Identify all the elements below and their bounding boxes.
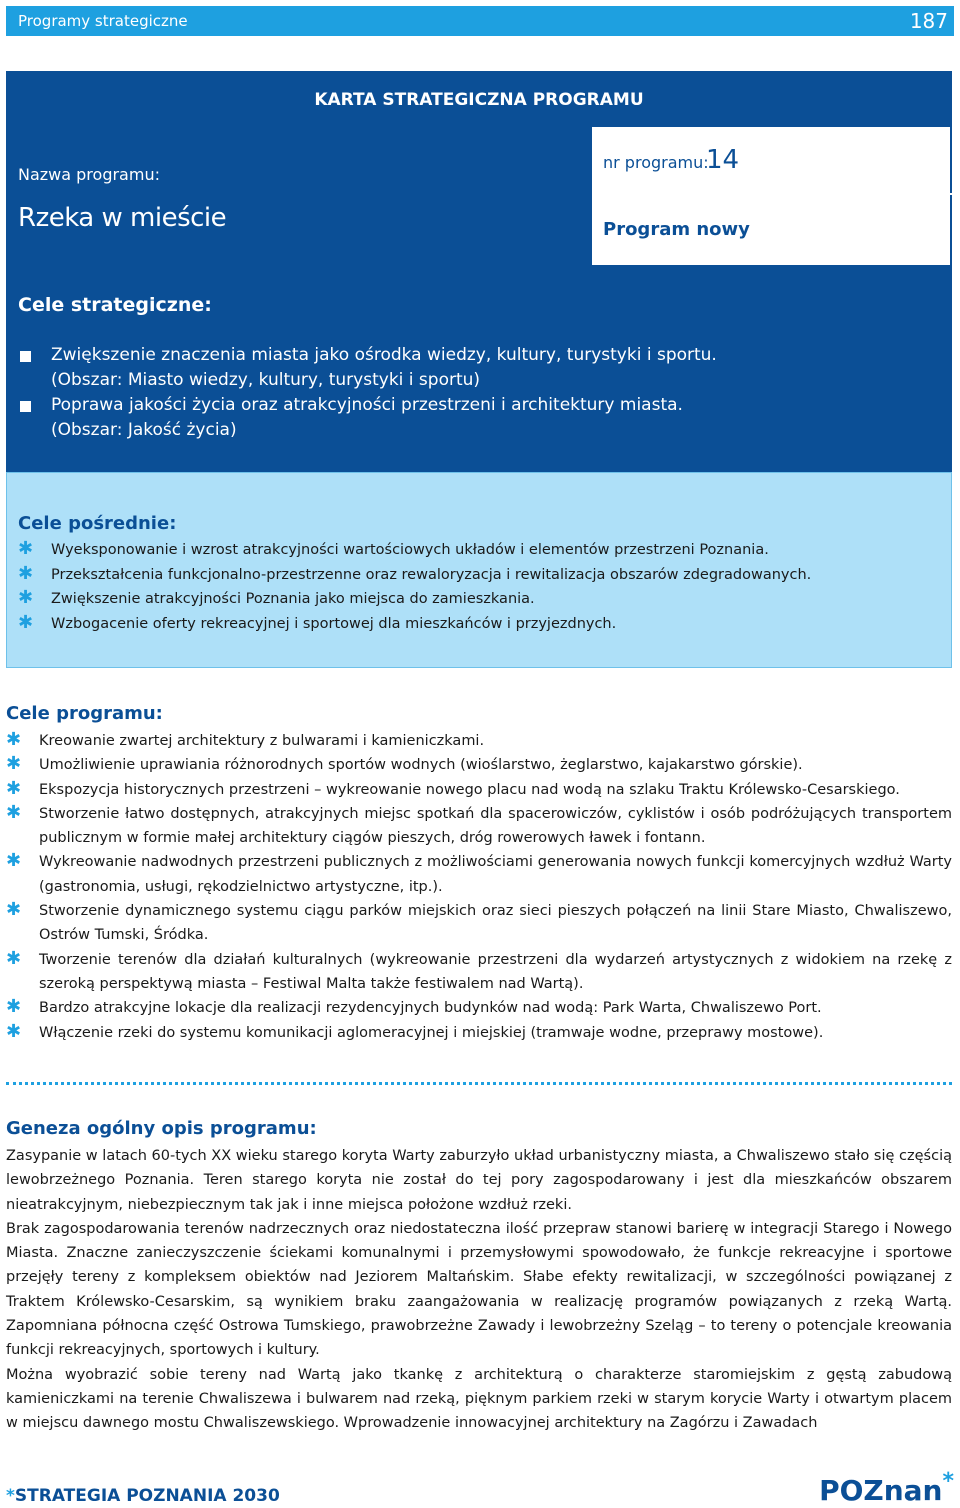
program-status-box (593, 195, 952, 265)
list-item (18, 538, 938, 563)
logo-asterisk-icon: * (942, 1469, 954, 1494)
list-item (6, 778, 952, 802)
intermediate-goal-text: Zwiększenie atrakcyjności Poznania jako miejsca do zamieszkania. (51, 591, 535, 607)
program-goal-text: Kreowanie zwartej architektury z bulwarami i kamieniczkami. (39, 733, 485, 749)
dotted-divider (6, 1082, 952, 1085)
program-goal-text: Ekspozycja historycznych przestrzeni – wykreowanie nowego placu nad wodą na szlaku Traktu Królewsko-Cesarskiego. (39, 781, 900, 798)
square-bullet-icon (20, 401, 31, 412)
asterisk-bullet-icon: ✱ (6, 753, 22, 775)
square-bullet-icon (20, 351, 31, 362)
asterisk-icon: * (6, 1486, 15, 1506)
asterisk-bullet-icon: ✱ (18, 611, 34, 633)
program-goals-section (6, 703, 952, 1045)
asterisk-bullet-icon: ✱ (6, 801, 22, 823)
header-bar (6, 6, 954, 36)
list-item (6, 753, 952, 777)
asterisk-bullet-icon: ✱ (18, 587, 34, 608)
list-item (18, 612, 938, 637)
strategic-goal-area: (Obszar: Jakość życia) (51, 420, 237, 440)
program-name-box (6, 127, 592, 265)
strategic-goal-text: Poprawa jakości życia oraz atrakcyjności przestrzeni i architektury miasta. (51, 395, 683, 415)
intermediate-goal-text: Przekształcenia funkcjonalno-przestrzenne oraz rewaloryzacja i rewitalizacja obszarów zdegradowanych. (51, 566, 812, 583)
asterisk-bullet-icon: ✱ (6, 777, 22, 799)
program-goal-text: Stworzenie łatwo dostępnych, atrakcyjnych miejsc spotkań dla spacerowiczów, cyklistów i osób podróżujących transportem publicznym w formie małej architektury ciągów pieszych, dróg rowerowych ławek i fontann. (39, 805, 952, 847)
list-item (18, 563, 938, 588)
program-status: Program nowy (603, 219, 750, 240)
program-number-box (593, 127, 952, 193)
strategic-goals-list (18, 343, 918, 443)
list-item (6, 802, 952, 851)
section-title: Programy strategiczne (18, 12, 188, 30)
intermediate-goal-text: Wyeksponowanie i wzrost atrakcyjności wartościowych układów i elementów przestrzeni Poznania. (51, 542, 769, 558)
genesis-paragraph: Zasypanie w latach 60-tych XX wieku starego koryta Warty zaburzyło układ urbanistyczny miasta, a Chwaliszewo stało się częścią lewobrzeżnego Poznania. Teren starego koryta nie został do tej pory zagospodarowany i jest dla mieszkańców obszarem nieatrakcyjnym, niebezpiecznym tak jak i inne miejsca położone wzdłuż rzeki. (6, 1148, 952, 1213)
program-goal-text: Bardzo atrakcyjne lokacje dla realizacji rezydencyjnych budynków nad wodą: Park Warta, Chwaliszewo Port. (39, 1000, 822, 1017)
asterisk-bullet-icon: ✱ (6, 729, 22, 750)
program-goal-text: Umożliwienie uprawiania różnorodnych sportów wodnych (wioślarstwo, żeglarstwo, kajakarstwo górskie). (39, 757, 803, 774)
intermediate-goal-text: Wzbogacenie oferty rekreacyjnej i sportowej dla mieszkańców i przyjezdnych. (51, 615, 617, 632)
program-name-label: Nazwa programu: (18, 165, 160, 184)
genesis-paragraph: Brak zagospodarowania terenów nadrzecznych oraz niedostateczna ilość przepraw stanowi barierę w integracji Starego i Nowego Miasta. Znaczne zanieczyszczenie ściekami komunalnymi i przemysłowymi spowodowało, że funkcje rekreacyjne i sportowe przejęły tereny z kompleksem obiektów nad Jeziorem Maltańskim. Słabe efekty rewitalizacji, w szczególności powiązanej z Traktem Królewsko-Cesarskim, są wynikiem braku zaangażowania w realizację programów powiązanych z rzeką Wartą. Zapomniana północna część Ostrowa Tumskiego, prawobrzeżne Zawady i lewobrzeżny Szeląg – to tereny o potencjale kreowania funkcji rekreacyjnych, sportowych i kultury. (6, 1220, 952, 1359)
program-number: 14 (706, 145, 740, 175)
program-name: Rzeka w mieście (18, 203, 227, 233)
program-number-label: nr programu: (603, 153, 709, 172)
page-number: 187 (909, 9, 948, 33)
program-goals-heading: Cele programu: (6, 703, 163, 724)
genesis-section (6, 1118, 952, 1436)
list-item (6, 850, 952, 899)
footer-strategy-text: STRATEGIA POZNANIA 2030 (14, 1486, 280, 1506)
program-goal-text: Wykreowanie nadwodnych przestrzeni publicznych z możliwościami generowania nowych funkcji komercyjnych wzdłuż Warty (gastronomia, usługi, rękodzielnictwo artystyczne, itp.). (39, 854, 952, 895)
asterisk-bullet-icon: ✱ (6, 899, 22, 921)
intermediate-goals-heading: Cele pośrednie: (18, 513, 177, 534)
list-item (6, 996, 952, 1020)
footer-strategy-label (6, 1486, 280, 1506)
intermediate-goals-list (18, 538, 938, 636)
list-item (6, 729, 952, 753)
strategic-goals-section (6, 265, 952, 472)
program-goal-text: Stworzenie dynamicznego systemu ciągu parków miejskich oraz sieci pieszych połączeń na linii Stare Miasto, Chwaliszewo, Ostrów Tumski, Śródka. (39, 903, 952, 944)
asterisk-bullet-icon: ✱ (6, 1020, 22, 1042)
logo-text: POZnan (819, 1474, 943, 1507)
card-title-bar (6, 71, 952, 127)
genesis-heading: Geneza ogólny opis programu: (6, 1118, 317, 1139)
poznan-logo (819, 1469, 954, 1507)
list-item (18, 587, 938, 612)
list-item (6, 1021, 952, 1045)
program-goals-list (6, 729, 952, 1045)
strategic-goal-area: (Obszar: Miasto wiedzy, kultury, turystyki i sportu) (51, 370, 481, 390)
list-item (18, 393, 918, 443)
list-item (6, 948, 952, 997)
asterisk-bullet-icon: ✱ (6, 996, 22, 1018)
strategic-goals-heading: Cele strategiczne: (18, 294, 212, 316)
asterisk-bullet-icon: ✱ (18, 538, 34, 559)
program-goal-text: Włączenie rzeki do systemu komunikacji aglomeracyjnej i miejskiej (tramwaje wodne, przeprawy mostowe). (39, 1024, 824, 1041)
asterisk-bullet-icon: ✱ (18, 562, 34, 584)
strategic-goal-text: Zwiększenie znaczenia miasta jako ośrodka wiedzy, kultury, turystyki i sportu. (51, 345, 717, 365)
card-title: KARTA STRATEGICZNA PROGRAMU (314, 90, 644, 110)
program-goal-text: Tworzenie terenów dla działań kulturalnych (wykreowanie przestrzeni dla wydarzeń artystycznych z widokiem na rzekę z szeroką perspektywą miasta – Festiwal Malta także festiwalem nad Wartą). (39, 951, 952, 992)
genesis-paragraph: Można wyobrazić sobie tereny nad Wartą jako tkankę z architekturą o charakterze staromiejskim z gęstą zabudową kamieniczkami na terenie Chwaliszewa i bulwarem nad rzeką, pięknym parkiem rzeki w starym korycie Warty i otwartym placem w miejscu dawnego mostu Chwaliszewskiego. Wprowadzenie innowacyjnej architektury na Zagórzu i Zawadach (6, 1366, 952, 1432)
list-item (6, 899, 952, 948)
list-item (18, 343, 918, 393)
asterisk-bullet-icon: ✱ (6, 947, 22, 969)
intermediate-goals-section (6, 472, 952, 668)
asterisk-bullet-icon: ✱ (6, 850, 22, 872)
